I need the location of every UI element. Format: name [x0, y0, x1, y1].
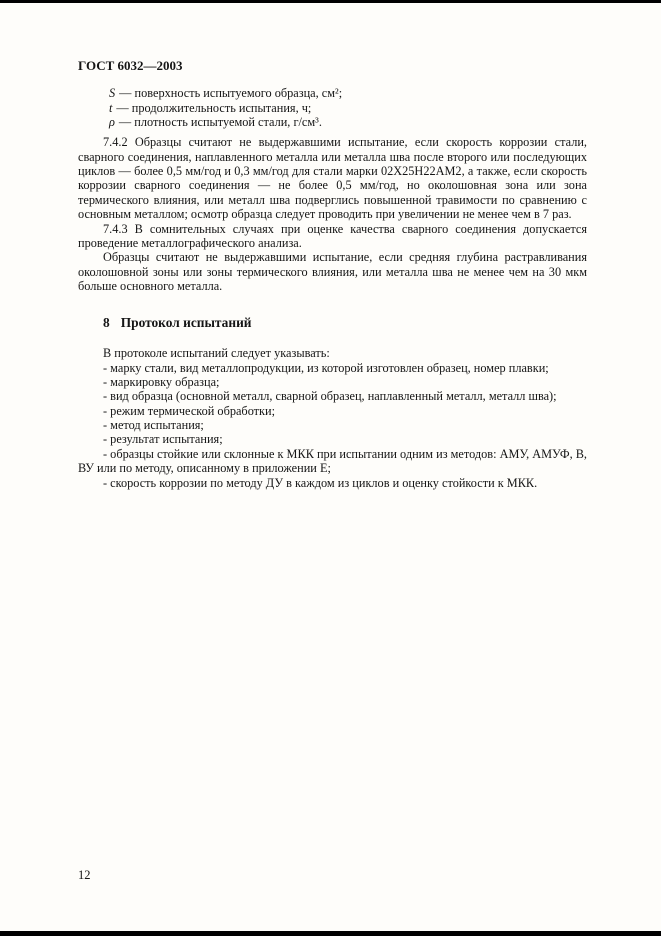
definition-item	[109, 101, 587, 115]
protocol-list	[78, 361, 587, 490]
protocol-list-item: - режим термической обработки;	[103, 403, 276, 418]
definition-item	[109, 86, 587, 100]
protocol-list-item: - маркировку образца;	[103, 374, 220, 389]
protocol-intro: В протоколе испытаний следует указывать:	[103, 346, 330, 361]
protocol-list-item: - образцы стойкие или склонные к МКК при испытании одним из методов: АМУ, АМУФ, В, ВУ или по методу, описанному в приложении Е;	[78, 446, 587, 476]
protocol-list-item: - скорость коррозии по методу ДУ в каждом из циклов и оценку стойкости к МКК.	[103, 475, 538, 490]
protocol-list-item: - результат испытания;	[103, 432, 223, 447]
definition-symbol: S	[109, 86, 116, 101]
clause-7-4-3-continuation: Образцы считают не выдержавшими испытание, если средняя глубина растравливания околошовной зоны или зоны термического влияния, или металла шва не менее чем на 30 мкм больше основного металла.	[78, 250, 587, 294]
definition-text: — поверхность испытуемого образца, см²;	[119, 86, 343, 101]
section-heading	[103, 315, 587, 331]
protocol-list-item: - метод испытания;	[103, 418, 204, 432]
symbol-definitions	[109, 86, 587, 129]
definition-item	[109, 115, 587, 129]
scan-edge-bottom	[0, 931, 661, 936]
clause-7-4-2: 7.4.2 Образцы считают не выдержавшими испытание, если скорость коррозии стали, сварного соединения, наплавленного металла или металла шва после второго или последующих циклов — более 0,5 мм/год и 0,3 мм/год для стали марки 02Х25Н22АМ2, а также, если скорость коррозии сварного соединения — не более 0,5 мм/год, но околошовная зона или зона термического влияния, или металл шва подверглись повышенной травимости по сравнению с основным металлом; осмотр образца следует проводить при увеличении не менее чем в 7 раз.	[78, 135, 587, 222]
section-number: 8	[103, 315, 110, 331]
page-number: 12	[78, 868, 91, 882]
page-content	[78, 58, 587, 490]
protocol-list-item: - марку стали, вид металлопродукции, из которой изготовлен образец, номер плавки;	[103, 360, 549, 375]
standard-number: ГОСТ 6032—2003	[78, 58, 183, 73]
definition-symbol: ρ	[109, 114, 115, 129]
definition-symbol: t	[109, 100, 113, 115]
scan-edge-top	[0, 0, 661, 3]
section-title: Протокол испытаний	[120, 315, 252, 331]
protocol-list-item: - вид образца (основной металл, сварной образец, наплавленный металл, металл шва);	[103, 389, 557, 404]
definition-text: — плотность испытуемой стали, г/см³.	[118, 114, 322, 129]
definition-text: — продолжительность испытания, ч;	[116, 100, 312, 115]
clause-7-4-3: 7.4.3 В сомнительных случаях при оценке качества сварного соединения допускается проведение металлографического анализа.	[78, 221, 587, 250]
